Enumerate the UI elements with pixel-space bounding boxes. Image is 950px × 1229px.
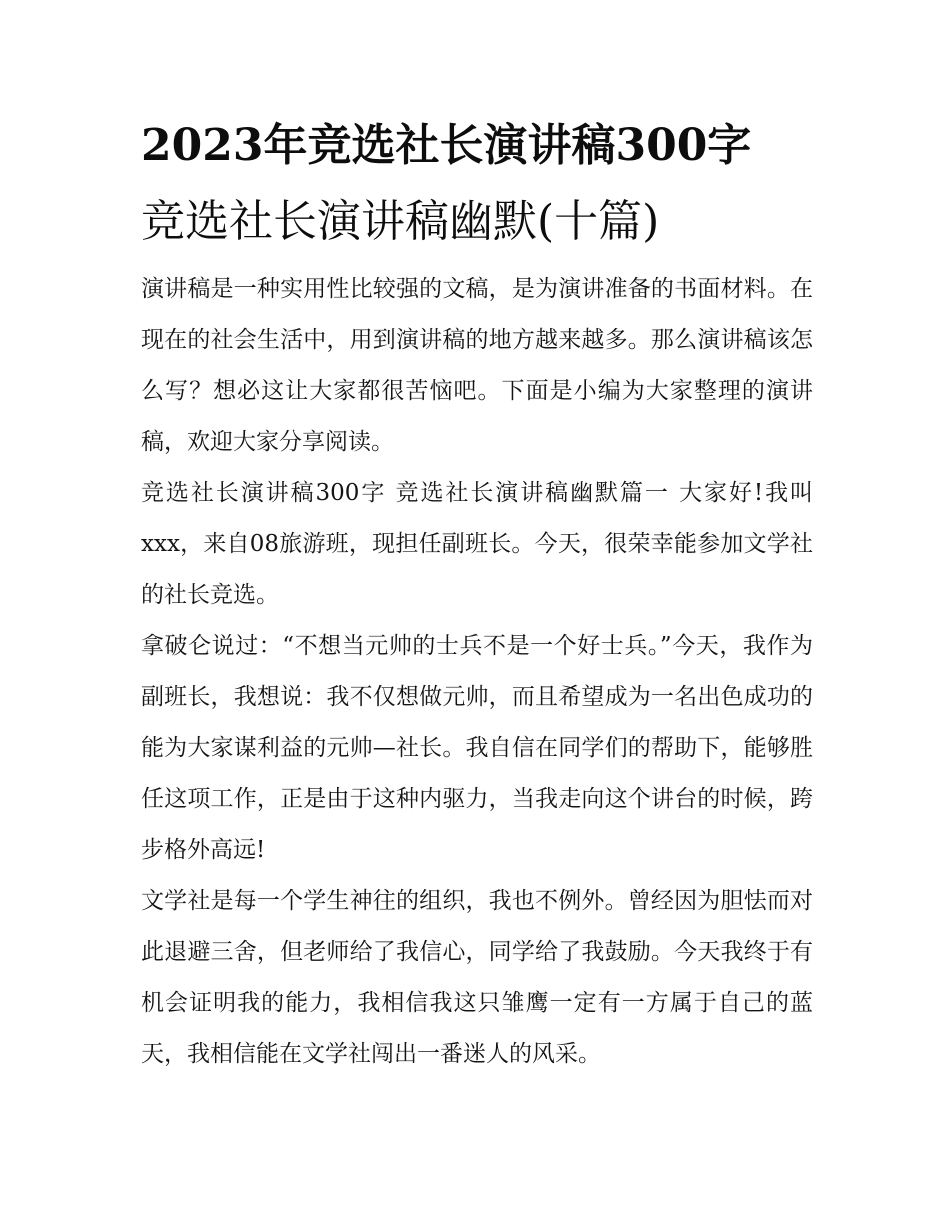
paragraph-literary-club: 文学社是每一个学生神往的组织，我也不例外。曾经因为胆怯而对此退避三舍，但老师给了我信心，同学给了我鼓励。今天我终于有机会证明我的能力，我相信我这只雏鹰一定有一方属于自己的蓝天，我相信能在文学社闯出一番迷人的风采。	[141, 888, 813, 1067]
paragraph-greeting: 竞选社长演讲稿300字 竞选社长演讲稿幽默篇一 大家好!我叫xxx，来自08旅游班，现担任副班长。今天，很荣幸能参加文学社的社长竞选。	[141, 480, 813, 608]
title-line-1: 2023年竞选社长演讲稿300字	[141, 120, 752, 171]
paragraph-napoleon-quote: 拿破仑说过：“不想当元帅的士兵不是一个好士兵。”今天，我作为副班长，我想说：我不仅想做元帅，而且希望成为一名出色成功的能为大家谋利益的元帅—社长。我自信在同学们的帮助下，能够胜任这项工作，正是由于这种内驱力，当我走向这个讲台的时候，跨步格外高远!	[141, 633, 813, 863]
document-body	[141, 264, 813, 1080]
title-line-2: 竞选社长演讲稿幽默(十篇)	[141, 196, 660, 247]
paragraph-intro: 演讲稿是一种实用性比较强的文稿，是为演讲准备的书面材料。在现在的社会生活中，用到演讲稿的地方越来越多。那么演讲稿该怎么写？想必这让大家都很苦恼吧。下面是小编为大家整理的演讲稿，欢迎大家分享阅读。	[141, 276, 813, 455]
document-title	[141, 108, 813, 260]
document-page	[141, 108, 813, 1080]
